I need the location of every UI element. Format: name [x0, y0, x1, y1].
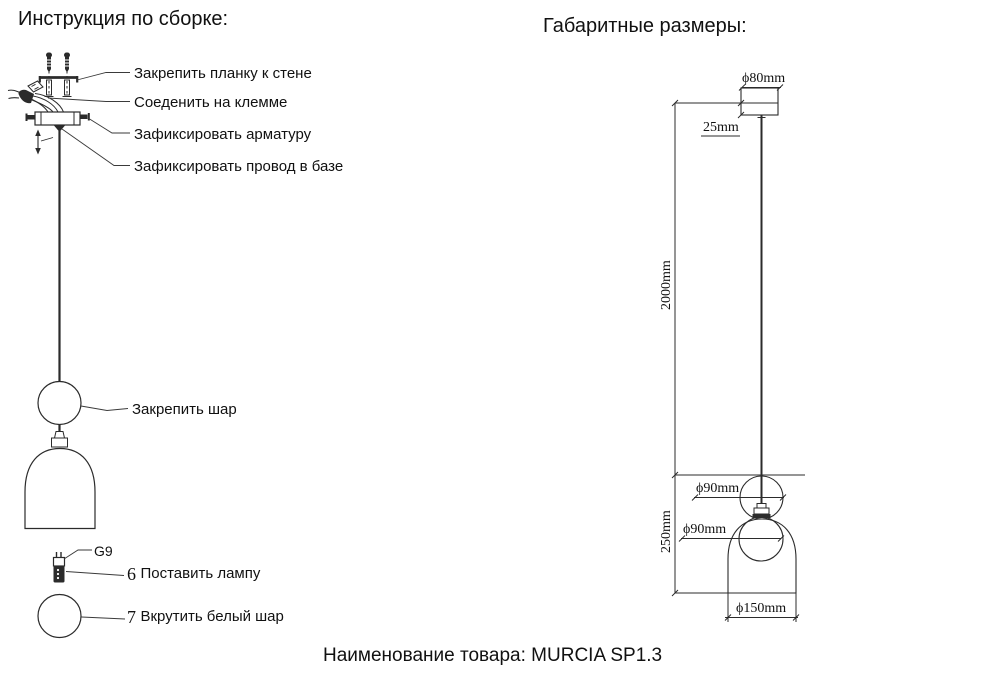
- step-6: [127, 564, 260, 585]
- g9-bulb-drawing: [54, 552, 65, 583]
- callout-fix-wire-in-base: Зафиксировать провод в базе: [134, 158, 344, 175]
- shade-fitting-drawing: [52, 432, 68, 448]
- dome-shade-drawing: [25, 449, 95, 529]
- mounting-bracket-drawing: [39, 71, 78, 97]
- step-7-label: Вкрутить белый шар: [140, 608, 284, 625]
- assembly-title: Инструкция по сборке:: [18, 8, 229, 30]
- white-ball-drawing: [38, 595, 81, 638]
- callout-attach-bracket: Закрепить планку к стене: [134, 65, 312, 82]
- product-name-label: Наименование товара: MURCIA SP1.3: [323, 645, 663, 666]
- step-7-number: 7: [127, 607, 136, 627]
- dimensions-title: Габаритные размеры:: [543, 15, 747, 37]
- dim-cord-length: 2000mm: [659, 260, 674, 310]
- terminal-block-drawing: [28, 81, 43, 92]
- canopy-drawing: [27, 112, 89, 132]
- wall-screws-drawing: [46, 53, 70, 73]
- power-plug-drawing: [8, 90, 34, 103]
- step-6-number: 6: [127, 564, 136, 584]
- height-adjust-arrow: [35, 130, 53, 155]
- dim-shade-height: 250mm: [659, 510, 674, 553]
- dim-top-ball-diameter: ϕ90mm: [696, 481, 740, 496]
- wires-drawing: [30, 94, 64, 113]
- callout-connect-terminal: Соеденить на клемме: [134, 94, 288, 111]
- dim-canopy-diameter: ϕ80mm: [742, 71, 786, 86]
- dim-lamp-drawing: [728, 88, 796, 593]
- dim-canopy-height: 25mm: [703, 120, 739, 135]
- step-7: [127, 607, 284, 628]
- glass-ball-drawing: [38, 382, 81, 425]
- dimension-lines: [672, 85, 805, 623]
- socket-type-label: G9: [94, 543, 113, 559]
- dim-shade-diameter: ϕ150mm: [736, 601, 787, 616]
- callout-attach-ball: Закрепить шар: [132, 401, 237, 418]
- callout-fix-fixture: Зафиксировать арматуру: [134, 125, 312, 143]
- step-6-label: Поставить лампу: [140, 565, 261, 582]
- dim-bottom-ball-diameter: ϕ90mm: [683, 522, 727, 537]
